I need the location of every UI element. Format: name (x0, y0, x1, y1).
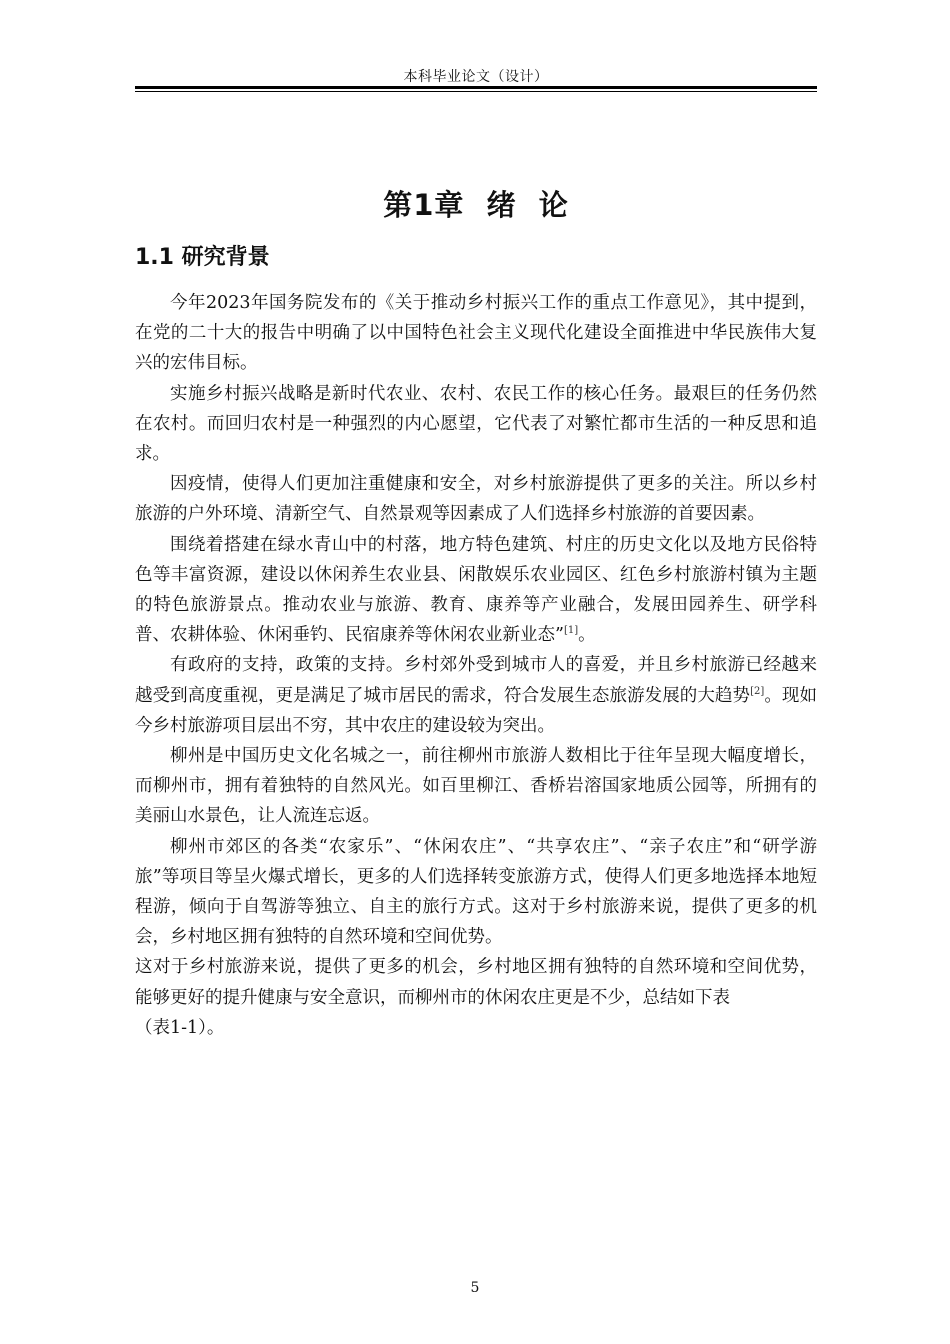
header-rule-thin (135, 91, 817, 92)
paragraph-5 (135, 650, 817, 741)
paragraph-4-tail: 。 (578, 625, 596, 646)
paragraph-5-tail: 。现如今乡村旅游项目层出不穷，其中农庄的建设较为突出。 (135, 685, 818, 736)
paragraph-1 (135, 288, 817, 379)
table-reference-text: （表1-1）。 (135, 1017, 225, 1038)
paragraph-7 (135, 832, 817, 953)
paragraph-2-text: 实施乡村振兴战略是新时代农业、农村、农民工作的核心任务。最艰巨的任务仍然在农村。而回归农村是一种强烈的内心愿望，它代表了对繁忙都市生活的一种反思和追求。 (135, 383, 817, 465)
table-reference (135, 1013, 817, 1043)
body-text (135, 288, 817, 1043)
paragraph-7-text: 柳州市郊区的各类“农家乐”、“休闲农庄”、“共享农庄”、“亲子农庄”和“研学游旅”等项目等呈火爆式增长，更多的人们选择转变旅游方式，使得人们更多地选择本地短程游，倾向于自驾游等独立、自主的旅行方式。这对于乡村旅游来说，提供了更多的机会，乡村地区拥有独特的自然环境和空间优势。 (135, 836, 817, 948)
citation-1[interactable]: [1] (563, 625, 579, 637)
page-number: 5 (470, 1280, 480, 1296)
paragraph-6 (135, 741, 817, 832)
running-header: 本科毕业论文（设计） (403, 69, 549, 85)
paragraph-8 (135, 952, 817, 1012)
citation-2[interactable]: [2] (750, 685, 765, 697)
header-rule-thick (135, 86, 817, 89)
paragraph-4-text: 围绕着搭建在绿水青山中的村落，地方特色建筑、村庄的历史文化以及地方民俗特色等丰富资源，建设以休闲养生农业县、闲散娱乐农业园区、红色乡村旅游村镇为主题的特色旅游景点。推动农业与旅游、教育、康养等产业融合，发展田园养生、研学科普、农耕体验、休闲垂钓、民宿康养等休闲农业新业态” (135, 534, 817, 646)
paragraph-5-text: 有政府的支持，政策的支持。乡村郊外受到城市人的喜爱，并且乡村旅游已经越来越受到高度重视，更是满足了城市居民的需求，符合发展生态旅游发展的大趋势 (135, 655, 817, 706)
paragraph-6-text: 柳州是中国历史文化名城之一，前往柳州市旅游人数相比于往年呈现大幅度增长，而柳州市，拥有着独特的自然风光。如百里柳江、香桥岩溶国家地质公园等，所拥有的美丽山水景色，让人流连忘返。 (135, 746, 817, 827)
paragraph-3-text: 因疫情，使得人们更加注重健康和安全，对乡村旅游提供了更多的关注。所以乡村旅游的户外环境、清新空气、自然景观等因素成了人们选择乡村旅游的首要因素。 (135, 474, 817, 525)
paragraph-1-text: 今年2023年国务院发布的《关于推动乡村振兴工作的重点工作意见》，其中提到，在党的二十大的报告中明确了以中国特色社会主义现代化建设全面推进中华民族伟大复兴的宏伟目标。 (135, 293, 817, 374)
paragraph-8-text: 这对于乡村旅游来说，提供了更多的机会，乡村地区拥有独特的自然环境和空间优势，能够更好的提升健康与安全意识，而柳州市的休闲农庄更是不少，总结如下表 (135, 957, 817, 1008)
paragraph-4 (135, 530, 817, 651)
paragraph-2 (135, 379, 817, 470)
paragraph-3 (135, 469, 817, 529)
section-title: 1.1 研究背景 (135, 245, 270, 270)
chapter-title: 第1章 绪 论 (383, 188, 569, 222)
